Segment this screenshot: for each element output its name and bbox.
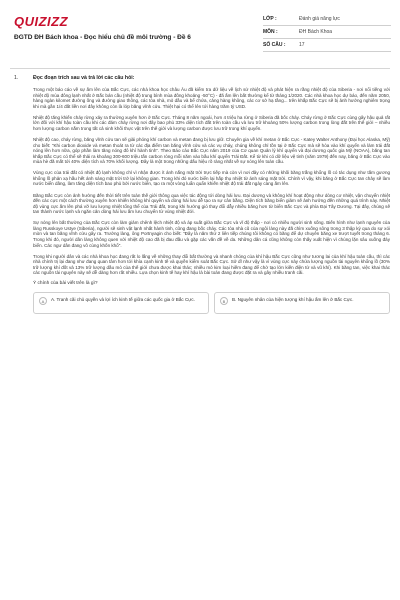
meta-key: LỚP : xyxy=(263,16,277,22)
answer-option-b[interactable] xyxy=(214,292,390,314)
meta-row-subject xyxy=(263,26,391,39)
page-title: ĐGTD ĐH Bách khoa - Đọc hiểu chủ đề môi trường - Đề 6 xyxy=(14,34,191,41)
passage-paragraph: Vùng cực của trái đất có nhiệt độ lạnh không chỉ vì nhận được ít ánh nắng mặt trời trực tiếp mà còn vì nơi đây có những khối băng trắng khổng lồ có tác dụng như tấm gương khổng lồ phản xạ hầu hết ánh sáng mặt trời trở lại không gian. Trong khi đó nước biển lại hấp thụ nhiệt từ ánh sáng mặt trời. Chính vì vậy, khi băng ở Bắc Cực tan chảy sẽ làm nước biển dâng, làm tăng diện tích bao phủ bởi nước biển, tạo ra một vòng luẩn quẩn khiến nhiệt độ trái đất ngày càng ấm lên. xyxy=(33,170,390,187)
passage-paragraph: Nhiệt độ cao, cháy rừng, băng vĩnh cửu tan sẽ giải phóng khí carbon và metan đang bị lưu giữ. Chuyên gia về khí metan ở Bắc Cực - Katey Walter Anthony (Đại học Alaska, Mỹ) cho biết: "Khi carbon dioxide và metan thoát ra từ các địa điểm tan băng vĩnh cửu và các vụ cháy, chúng không chỉ tồn tại ở Bắc Cực mà sẽ hòa vào khí quyển và làm trái đất nóng lên hơn nữa, góp phần làm tăng nóng đô khí hành tinh". Theo Báo cáo Bắc Cực năm 2019 của Cơ quan Quản lý khí quyển và đại dương quốc gia Mỹ (NOAA), băng tan khắp Bắc Cực có thể sẽ thải ra khoảng 300-600 triệu tấn carbon ròng mỗi năm vào bầu khí quyển Trái Đất. Kể từ khi có dữ liệu vệ tinh (năm 1979) đến nay, băng ở Bắc Cực vào mùa hè đã mất tới 40% diện tích và 70% khối lượng. Đây là một trong những dấu hiệu rõ ràng nhất về sự nóng lên toàn cầu. xyxy=(33,137,390,165)
answer-options xyxy=(33,292,390,314)
question-block xyxy=(14,75,390,314)
answer-option-a[interactable] xyxy=(33,292,209,314)
option-letter: B xyxy=(220,297,228,305)
meta-value: Đánh giá năng lực xyxy=(299,16,340,22)
passage-paragraph: Sự nóng lên bất thường của Bắc Cực còn làm giảm chênh lệch nhiệt độ và áp suất giữa Bắc Cực và vĩ độ thấp - nơi có nhiều người sinh sống. Biến hình như lạnh nguyên của làng Russkoye Ustye (Siberia), người sẽ sinh vật lạnh nhất hành tinh, cũng đang bốc cháy. Các tòa nhà cũ của ngôi làng này đã chìm xuống sông trong 3 thập kỷ qua do sự xói mòn và tan băng vĩnh cửu gây ra. Trưởng làng, ông Portnyagin cho biết: "Đây là năm thứ 2 liên tiếp chúng tôi không có băng để dự chuyên băng xe trượt tuyết trong tháng 6. Trong khi đó, người dân làng không quen với nhiệt độ cao đã bị đau đầu và gặp các vấn đề về da. Những dân cá cũng không còn thấy xuất hiện vì chúng lặn sâu xuống đáy biển. Các ngư dân đang vô cùng khốn khổ". xyxy=(33,220,390,248)
quizizz-logo: QUIZIZZ xyxy=(14,14,69,29)
reading-passage xyxy=(33,87,390,276)
meta-row-question-count xyxy=(263,39,391,52)
option-letter: A xyxy=(39,297,47,305)
question-instruction: Đọc đoạn trích sau và trả lời các câu hỏi: xyxy=(33,75,135,81)
option-text: A. Tranh cãi chủ quyền và lợi ích kinh tế giữa các quốc gia ở Bắc Cực. xyxy=(51,297,195,303)
option-text: B. Nguyên nhân của hiện tượng khí hậu ấm lên ở Bắc Cực. xyxy=(232,297,354,303)
passage-paragraph: Trong khi người dân và các nhà khoa học đang rất lo lắng về những thay đổi bất thường và nhanh chóng của khí hậu Bắc Cực cũng như tương lai của khí hậu toàn cầu, thì các nhà chính trị lại đang như đang quan tâm hơn tới khía cạnh kinh tế và quyền kiểm soát Bắc Cực. Sở dĩ như vậy là vì vùng cực này chứa lượng nguồn tài nguyên khổng lồ (30% trữ lượng khí đốt và 13% trữ lượng dầu mỏ của thế giới chưa được khai thác; nhiều mỏ kim loại hiếm đang để chờ tạo lớn kiến điện tử và vũ khí). Khi băng tan, việc khai thác các nguồn tài nguyên này sẽ dễ dàng hơn rất nhiều. Lựa chọn kinh tế hay khí hậu là bài toán đang được đặt ra và gây nhiều tranh cãi. xyxy=(33,253,390,276)
meta-value: ĐH Bách Khoa xyxy=(299,29,333,35)
meta-info-table xyxy=(263,13,391,52)
question-number: 1. xyxy=(14,75,19,81)
passage-paragraph: Nhiệt độ tăng khiến cháy rừng xảy ra thường xuyên hơn ở Bắc Cực. Tháng 8 năm ngoái, hơn 4 triệu ha rừng ở Siberia đã bốc cháy. Cháy rừng ở Bắc Cực cùng gây hậu quả rất lớn đối với khí hậu toàn cầu khi các đám cháy rừng nơi đây bao phủ 33% diện tích đất trên toàn cầu và lưu trữ khoảng 50% lượng carbon trong lòng đất trên thế giới – nhiều hơn lượng carbon nằm trong tất cả sinh khối thực vật trên thế giới và lượng carbon được lưu trữ trong khí quyển. xyxy=(33,114,390,131)
header-divider xyxy=(10,68,390,69)
page-header xyxy=(0,0,400,60)
meta-row-class xyxy=(263,13,391,26)
passage-paragraph: Băng Bắc Cực còn ảnh hưởng đến thời tiết trên toàn thế giới thông qua việc tác động tới dòng hải lưu. Đại dương và không khí hoạt động như dòng cơ nhiệt, vận chuyển nhiệt đến các cực một cách thường xuyên hơn khiến không khí quyển và dòng hải lưu dễ tạo ra sự cân bằng. Diện tích băng biển giảm sẽ ảnh hưởng đến những quá trình này. Nhiệt độ vùng cực ấm lên phá vỡ lưu lượng nhiệt tổng thể của Trái đất, trong khi hướng gió thay đổi dẫy nhiều băng hơn từ biển Bắc Cực và phía Đại Tây Dương. Tại đây, chúng sẽ tan thành nước lạnh và ngăn cản dòng hải lưu ấm lưu chuyển từ vùng nhiệt đới. xyxy=(33,192,390,215)
question-prompt: Ý chính của bài viết trên là gì? xyxy=(33,281,98,287)
meta-key: SỐ CÂU : xyxy=(263,42,286,48)
passage-paragraph: Trong một báo cáo về sự ấm lên của Bắc Cực, các nhà khoa học châu Âu đã kiểm tra dữ liệu về lịch sử nhiệt độ và phát hiện ra rằng nhiệt độ của Siberia - nơi nổi tiếng với nhiệt độ mùa đông lạnh nhất ở Bắc bán cầu (nhiệt độ trung bình mùa đông khoảng -50°C) - đã ấm lên bất thường kể từ tháng 1/2020. Các nhà khoa học dự báo, đến năm 2050, hàng ngàn kilomet đường ống và đường giao thông, các tòa nhà, mỏ dầu và bể chứa, cảng hàng không, các cơ sở hạ tầng... trên khắp Bắc Cực sẽ bị ảnh hưởng nghiêm trọng khi mà gần 1/4 đất liền nơi đây không còn là lớp băng vĩnh cửu. Thiệt hại có thể lên tới hàng trăm tỷ USD. xyxy=(33,87,390,109)
meta-key: MÔN : xyxy=(263,29,278,35)
question-heading xyxy=(14,75,390,81)
meta-value: 17 xyxy=(299,42,305,48)
